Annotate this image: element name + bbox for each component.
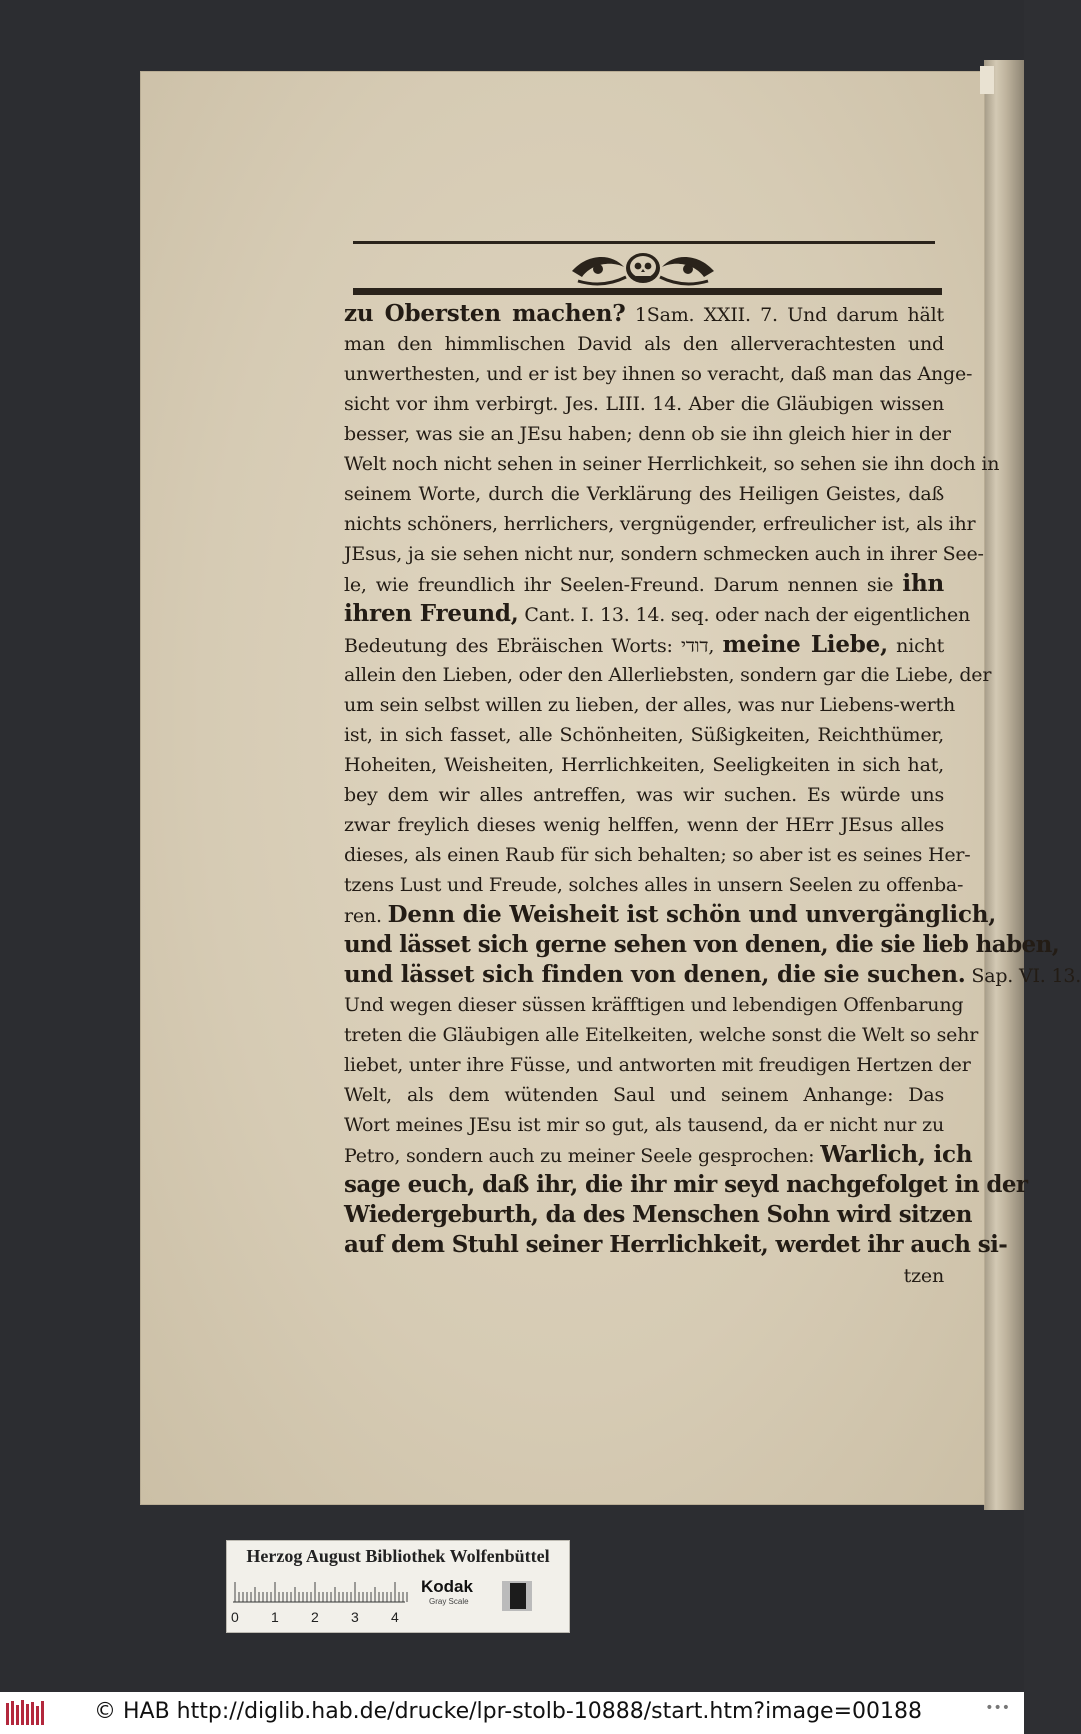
emphasis-text: meine Liebe, (722, 630, 888, 658)
text-line (344, 599, 971, 629)
line-text: seinem Worte, durch die Verklärung des Heiligen Geistes, daß (344, 483, 944, 506)
line-text: besser, was sie an JEsu haben; denn ob sie ihn gleich hier in der (344, 423, 951, 446)
line-text: JEsus, ja sie sehen nicht nur, sondern schmecken auch in ihrer See- (344, 543, 984, 566)
text-line (344, 509, 976, 539)
text-line (344, 449, 1000, 479)
text-line (344, 1230, 1008, 1260)
library-label (226, 1540, 570, 1633)
ruler-number: 1 (271, 1609, 279, 1625)
line-text: le, wie freundlich ihr Seelen-Freund. Darum nennen sie (344, 574, 903, 597)
text-line (344, 930, 1060, 960)
emphasis-text: Warlich, ich (820, 1141, 973, 1169)
ruler-scale (233, 1581, 413, 1603)
kodak-logo: Kodak (421, 1577, 473, 1596)
text-line (344, 840, 971, 870)
text-line (344, 1140, 973, 1170)
line-text: allein den Lieben, oder den Allerliebsten, sondern gar die Liebe, der (344, 663, 992, 686)
line-text: Und wegen dieser süssen kräfftigen und lebendigen Offenbarung (344, 994, 964, 1017)
line-text: um sein selbst willen zu lieben, der alles, was nur Liebens-werth (344, 693, 955, 716)
emphasis-text: sage euch, daß ihr, die ihr mir seyd nachgefolget in der (344, 1171, 1028, 1199)
ruler-number: 2 (311, 1609, 319, 1625)
document-text (344, 299, 1081, 1291)
text-line (344, 1050, 971, 1080)
library-name: Herzog August Bibliothek Wolfenbüttel (246, 1546, 550, 1566)
line-text: ist, in sich fasset, alle Schönheiten, Süßigkeiten, Reichthümer, (344, 723, 944, 746)
line-text: Welt, als dem wütenden Saul und seinem Anhange: Das (344, 1084, 944, 1107)
text-line (344, 359, 973, 389)
line-text: Sap. VI. 13. (965, 965, 1081, 988)
line-text: Hoheiten, Weisheiten, Herrlichkeiten, Seeligkeiten in sich hat, (344, 753, 944, 776)
text-line (344, 1200, 972, 1230)
book-spine (984, 60, 1024, 1510)
text-line (344, 690, 955, 720)
text-line (344, 870, 964, 900)
emphasis-text: und lässet sich gerne sehen von denen, die sie lieb haben, (344, 930, 1060, 958)
text-line (344, 539, 984, 569)
source-link[interactable]: © HAB http://diglib.hab.de/drucke/lpr-stolb-10888/start.htm?image=00188 (94, 1699, 923, 1724)
line-text: bey dem wir alles antreffen, was wir suchen. Es würde uns (344, 783, 944, 806)
text-line (344, 329, 944, 359)
line-text: Bedeutung des Ebräischen Worts: דודי, (344, 634, 723, 657)
line-text: tzens Lust und Freude, solches alles in unsern Seelen zu offenba- (344, 873, 964, 896)
bottom-rule (353, 288, 942, 295)
line-text: zwar freylich dieses wenig helffen, wenn der HErr JEsus alles (344, 813, 944, 836)
text-line (344, 479, 944, 509)
line-text: nicht (887, 634, 945, 657)
line-text: Wort meines JEsu ist mir so gut, als tausend, da er nicht nur zu (344, 1114, 944, 1137)
skull-ornament-icon (568, 247, 718, 291)
line-text: nichts schöners, herrlichers, vergnügender, erfreulicher ist, als ihr (344, 513, 976, 536)
text-line (344, 960, 1081, 990)
line-text: sicht vor ihm verbirgt. Jes. LIII. 14. Aber die Gläubigen wissen (344, 393, 944, 416)
ruler-number: 0 (231, 1609, 239, 1625)
text-line (344, 1261, 944, 1291)
line-text: ren. (344, 904, 388, 927)
page-tab (980, 66, 994, 94)
text-line (344, 389, 944, 419)
emphasis-text: zu Obersten machen? (344, 300, 626, 327)
line-text: man den himmlischen David als den allerverachtesten und (344, 333, 944, 356)
text-line (344, 1170, 1028, 1200)
emphasis-text: ihren Freund, (344, 600, 519, 628)
gray-scale-caption: Gray Scale (429, 1597, 469, 1606)
line-text: 1Sam. XXII. 7. Und darum hält (625, 304, 944, 326)
text-line (344, 1110, 944, 1140)
top-rule (353, 241, 935, 244)
emphasis-text: Denn die Weisheit ist schön und unvergänglich, (387, 900, 997, 928)
line-text: dieses, als einen Raub für sich behalten; so aber ist es seines Her- (344, 843, 971, 866)
emphasis-text: ihn (902, 570, 944, 598)
line-text: treten die Gläubigen alle Eitelkeiten, welche sonst die Welt so sehr (344, 1024, 979, 1047)
line-text: Welt noch nicht sehen in seiner Herrlichkeit, so sehen sie ihn doch in (344, 453, 1000, 476)
text-line (344, 630, 944, 660)
gray-patch (502, 1581, 532, 1611)
line-text: Petro, sondern auch zu meiner Seele gesprochen: (344, 1145, 821, 1168)
text-line (344, 660, 992, 690)
text-line (344, 750, 944, 780)
line-text: Cant. I. 13. 14. seq. oder nach der eigentlichen (518, 604, 971, 627)
line-text: unwerthesten, und er ist bey ihnen so veracht, daß man das Ange- (344, 363, 973, 386)
emphasis-text: auf dem Stuhl seiner Herrlichkeit, werdet ihr auch si- (344, 1231, 1008, 1259)
text-line (344, 1080, 944, 1110)
text-line (344, 780, 944, 810)
text-line (344, 990, 964, 1020)
text-line (344, 720, 944, 750)
text-line (344, 299, 944, 329)
ruler-numbers (227, 1609, 427, 1625)
text-line (344, 1020, 979, 1050)
line-text: liebet, unter ihre Füsse, und antworten mit freudigen Hertzen der (344, 1054, 971, 1077)
ruler-number: 3 (351, 1609, 359, 1625)
ruler-number: 4 (391, 1609, 399, 1625)
more-menu-icon[interactable]: ••• (985, 1700, 1010, 1716)
emphasis-text: und lässet sich finden von denen, die sie suchen. (344, 961, 966, 989)
text-line (344, 569, 944, 599)
text-line (344, 900, 997, 930)
text-line (344, 810, 944, 840)
line-text: tzen (903, 1264, 944, 1287)
hab-logo-icon (6, 1699, 46, 1727)
footer-bar (0, 1692, 1024, 1734)
emphasis-text: Wiedergeburth, da des Menschen Sohn wird sitzen (344, 1201, 972, 1229)
text-line (344, 419, 951, 449)
